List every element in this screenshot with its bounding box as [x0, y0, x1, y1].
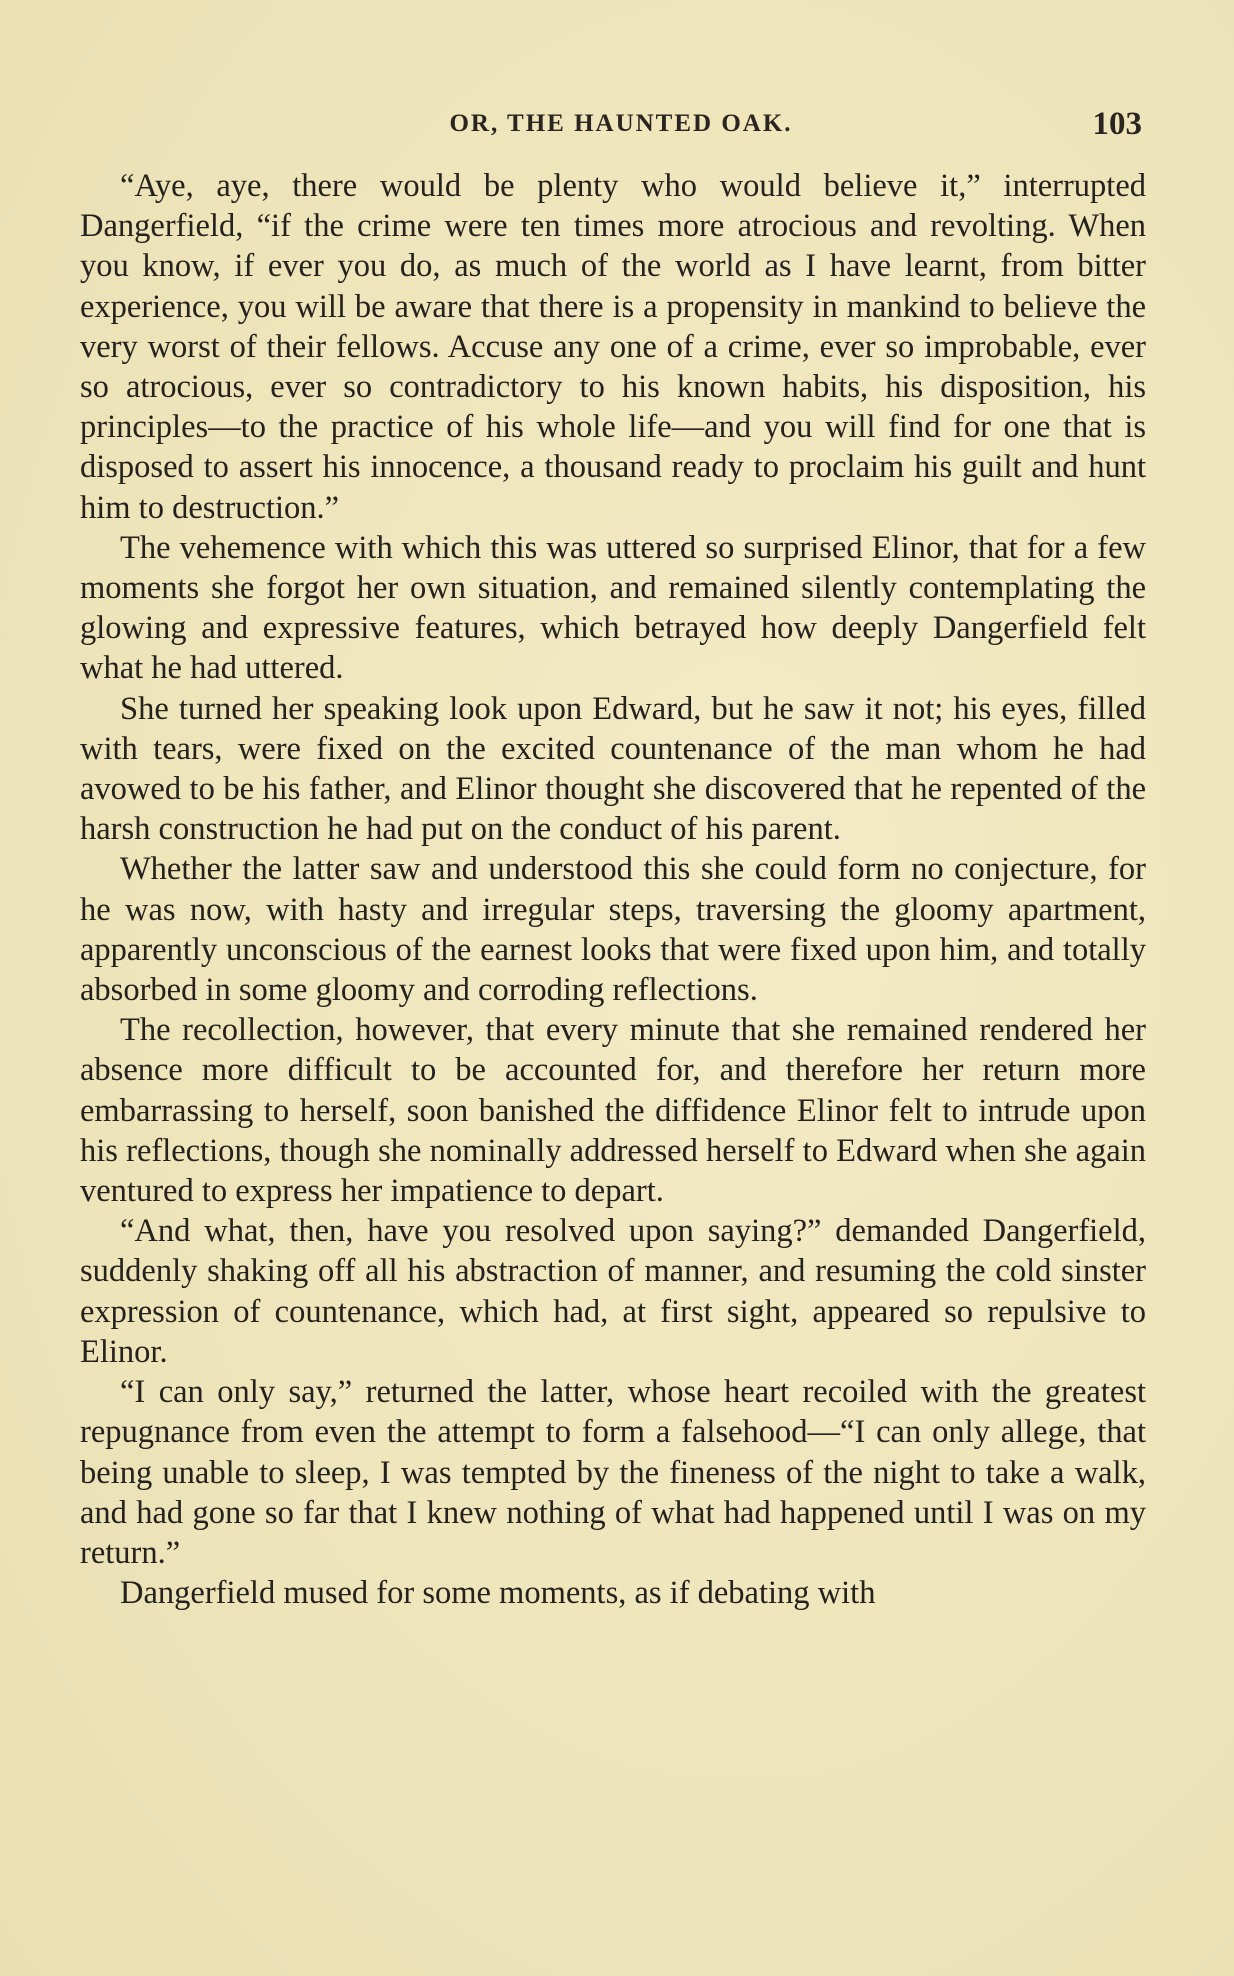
paragraph: Whether the latter saw and understood this she could form no conjecture, for he was now, with hasty and irregular steps, traversing the gloomy apartment, apparently unconscious of the earnest looks that were fixed upon him, and totally absorbed in some gloomy and corroding reflections.	[80, 851, 1146, 1009]
page-header	[100, 106, 1142, 146]
paragraph: The vehemence with which this was uttered so surprised Elinor, that for a few moments she forgot her own situation, and remained silently contemplating the glowing and expressive features, which betrayed how deeply Dangerfield felt what he had uttered.	[80, 529, 1146, 687]
body-text	[80, 166, 1146, 1613]
page-number: 103	[1092, 106, 1142, 142]
paragraph: “And what, then, have you resolved upon saying?” demanded Dangerfield, suddenly shaking off all his abstraction of manner, and resuming the cold sinster expression of countenance, which had, at first sight, appeared so repulsive to Elinor.	[80, 1213, 1146, 1370]
running-head: OR, THE HAUNTED OAK.	[449, 110, 793, 137]
paragraph: Dangerfield mused for some moments, as if debating with	[120, 1575, 876, 1612]
paragraph: “Aye, aye, there would be plenty who would believe it,” interrupted Dangerfield, “if the crime were ten times more atrocious and revolting. When you know, if ever you do, as much of the world as I have learnt, from bitter experience, you will be aware that there is a propensity in mankind to believe the very worst of their fellows. Accuse any one of a crime, ever so improbable, ever so atrocious, ever so contradictory to his known habits, his disposition, his principles—to the practice of his whole life—and you will find for one that is disposed to assert his innocence, a thousand ready to proclaim his guilt and hunt him to destruction.”	[80, 168, 1146, 526]
paragraph: She turned her speaking look upon Edward, but he saw it not; his eyes, filled with tears, were fixed on the excited countenance of the man whom he had avowed to be his father, and Elinor thought she discovered that he repented of the harsh construction he had put on the conduct of his parent.	[80, 690, 1146, 848]
paragraph: The recollection, however, that every minute that she remained rendered her absence more difficult to be accounted for, and therefore her return more embarrassing to herself, soon banished the diffidence Elinor felt to intrude upon his reflections, though she nominally addressed herself to Edward when she again ventured to express her impatience to depart.	[80, 1012, 1146, 1210]
paragraph: “I can only say,” returned the latter, whose heart recoiled with the greatest repugnance from even the attempt to form a falsehood—“I can only allege, that being unable to sleep, I was tempted by the fineness of the night to take a walk, and had gone so far that I knew nothing of what had happened until I was on my return.”	[80, 1374, 1146, 1571]
